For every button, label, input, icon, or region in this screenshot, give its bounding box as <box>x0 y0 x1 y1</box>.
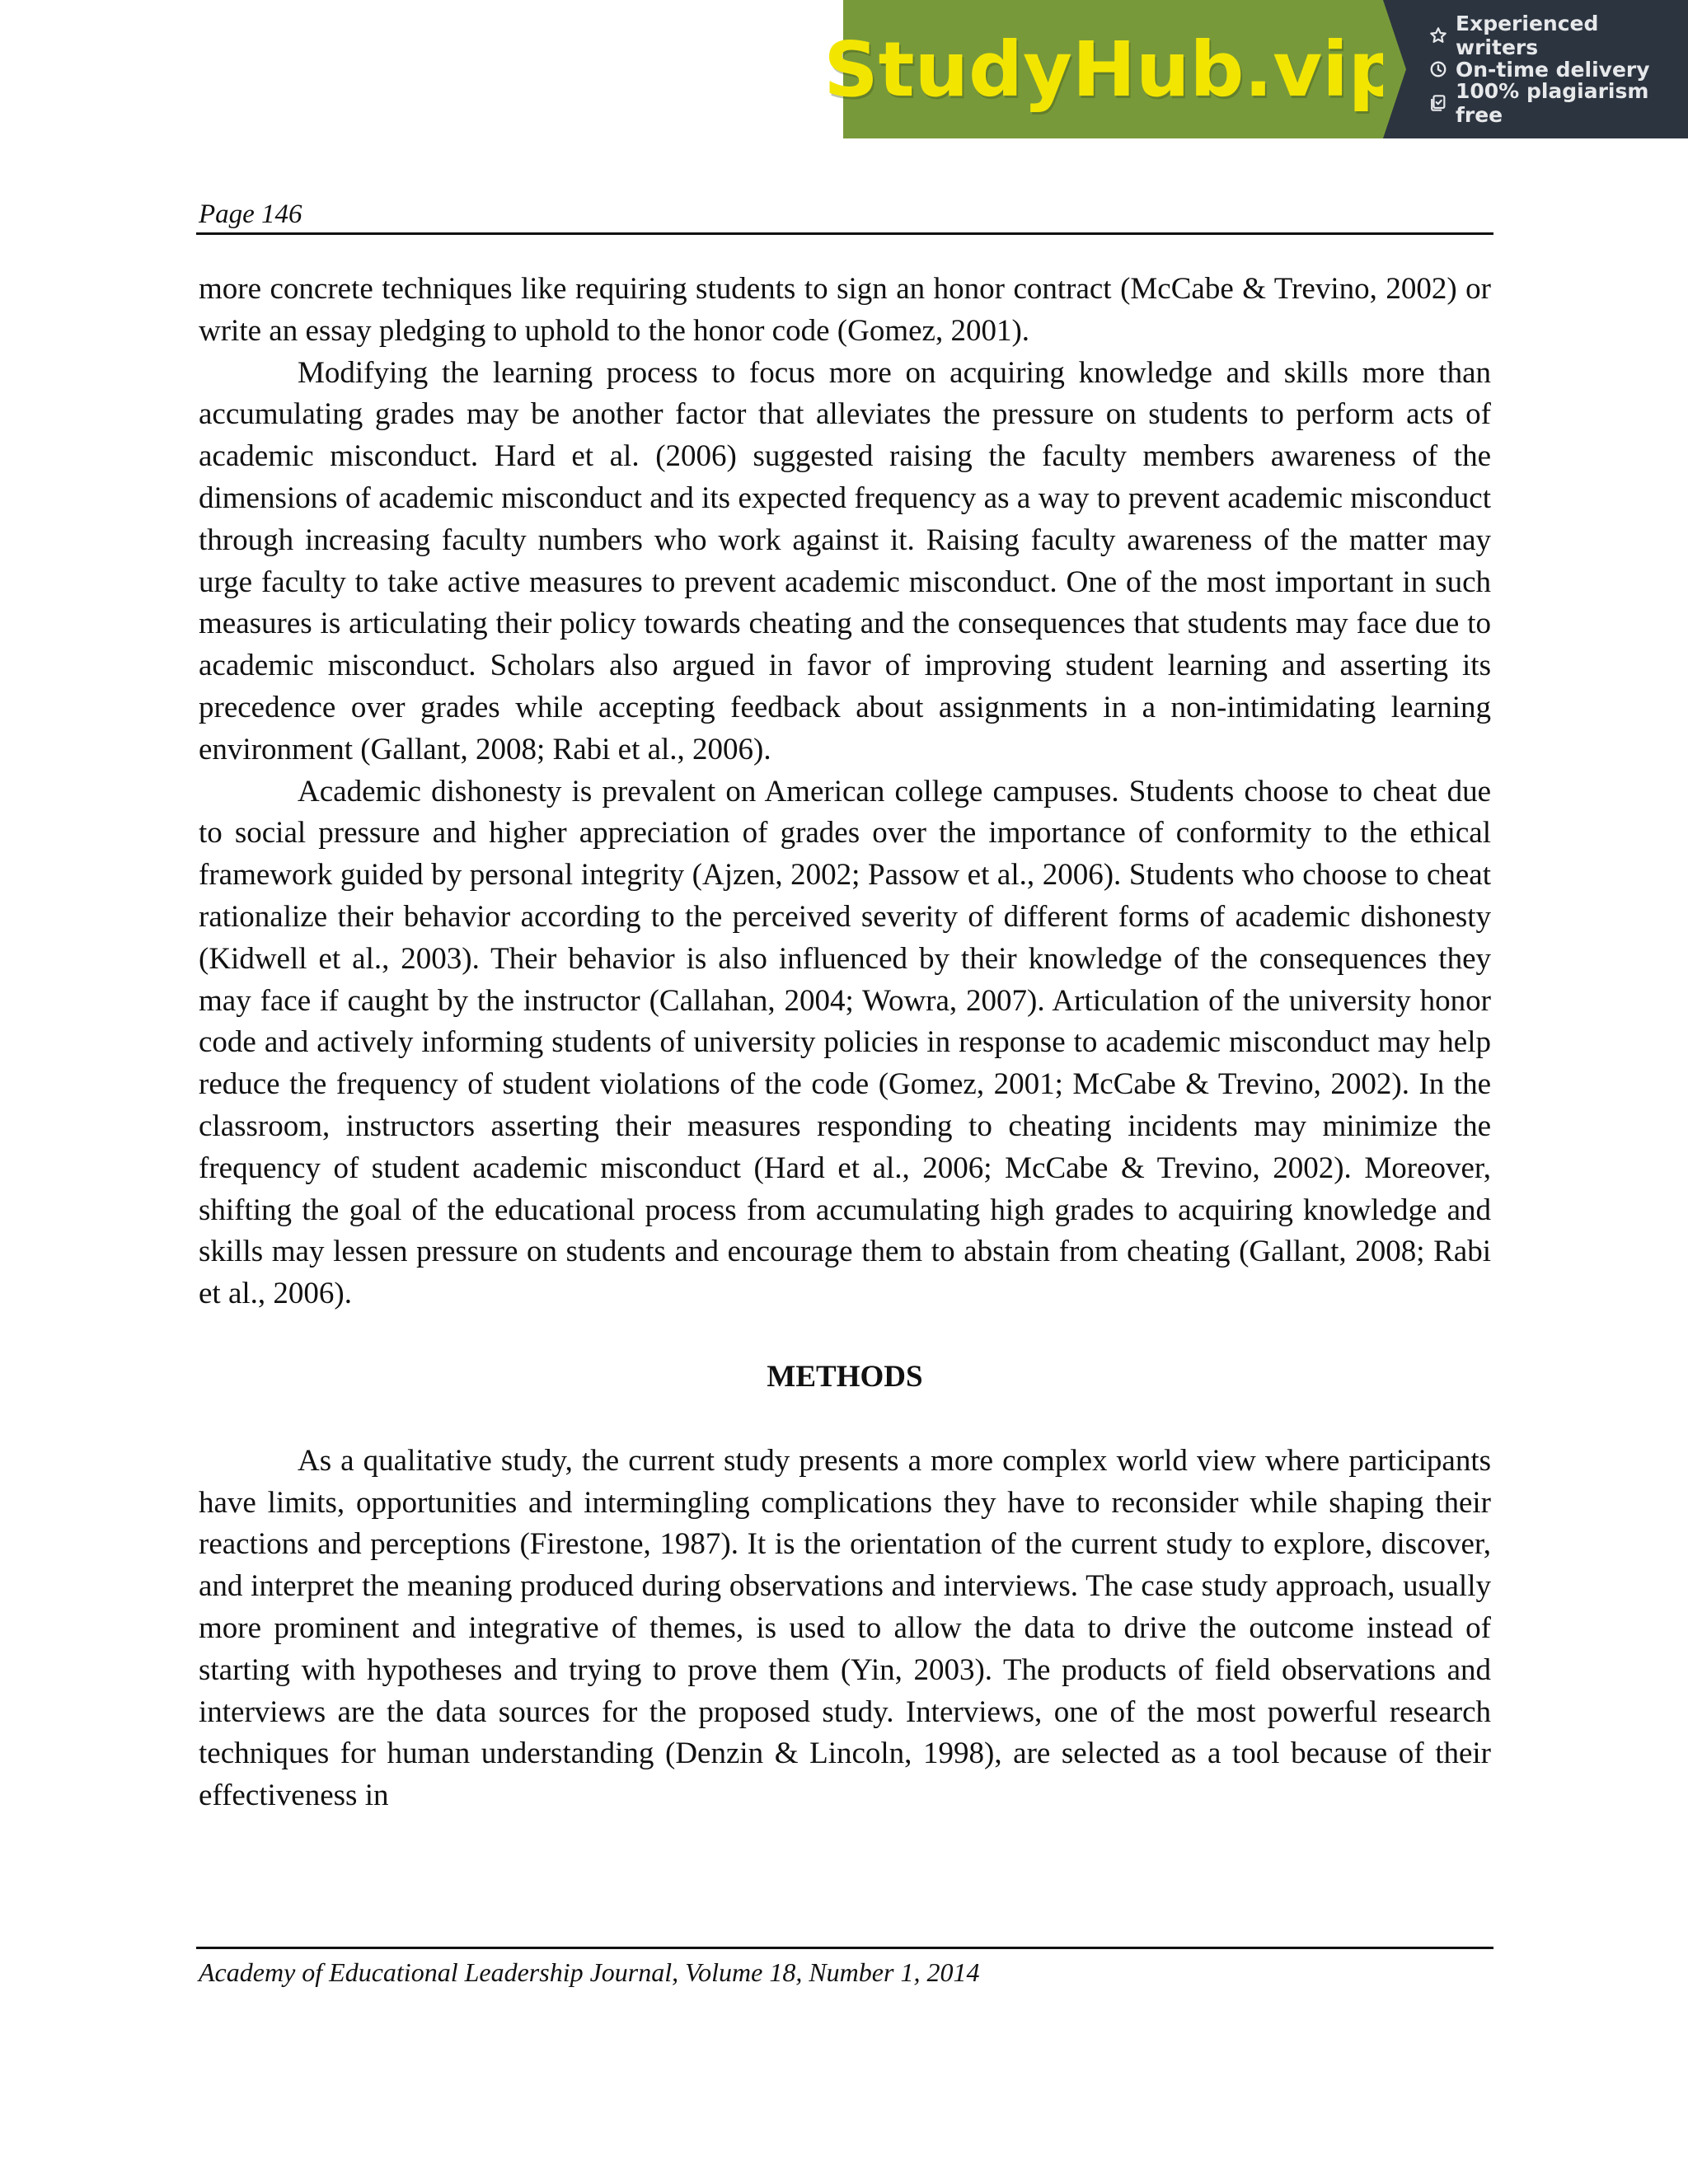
document-check-icon <box>1429 94 1447 112</box>
feature-label: On-time delivery <box>1456 57 1650 82</box>
logo-text: StudyHub.vip <box>823 25 1403 114</box>
star-icon <box>1429 26 1447 45</box>
feature-label: 100% plagiarism free <box>1456 79 1649 127</box>
studyhub-logo[interactable] <box>823 0 1403 138</box>
paragraph: Academic dishonesty is prevalent on American college campuses. Students choose to cheat due to social pressure and higher appreciation of grades over the importance of conformity to the ethical framework guided by personal integrity (Ajzen, 2002; Passow et al., 2006). Students who choose to cheat rationalize their behavior according to the perceived severity of different forms of academic dishonesty (Kidwell et al., 2003). Their behavior is also influenced by their knowledge of the consequences they may face if caught by the instructor (Callahan, 2004; Wowra, 2007). Articulation of the university honor code and actively informing students of university policies in response to academic misconduct may help reduce the frequency of student violations of the code (Gomez, 2001; McCabe & Trevino, 2002). In the classroom, instructors asserting their measures responding to cheating incidents may minimize the frequency of student academic misconduct (Hard et al., 2006; McCabe & Trevino, 2002). Moreover, shifting the goal of the educational process from accumulating high grades to acquiring knowledge and skills may lessen pressure on students and encourage them to abstain from cheating (Gallant, 2008; Rabi et al., 2006). <box>199 774 1491 1311</box>
feature-experienced-writers <box>1429 12 1688 59</box>
footer-rule <box>196 1947 1493 1949</box>
feature-on-time-delivery <box>1429 57 1688 82</box>
header-rule <box>196 232 1493 235</box>
journal-citation: Academy of Educational Leadership Journal, Volume 18, Number 1, 2014 <box>199 1957 980 1987</box>
paragraph: Modifying the learning process to focus more on acquiring knowledge and skills more than accumulating grades may be another factor that alleviates the pressure on students to perform acts of academic misconduct. Hard et al. (2006) suggested raising the faculty members awareness of the dimensions of academic misconduct and its expected frequency as a way to prevent academic misconduct through increasing faculty numbers who work against it. Raising faculty awareness of the matter may urge faculty to take active measures to prevent academic misconduct. One of the most important in such measures is articulating their policy towards cheating and the consequences that students may face due to academic misconduct. Scholars also argued in favor of improving student learning and asserting its precedence over grades while accepting feedback about assignments in a non-intimidating learning environment (Gallant, 2008; Rabi et al., 2006). <box>199 355 1491 766</box>
feature-label: Experienced writers <box>1456 12 1599 59</box>
feature-plagiarism-free <box>1429 79 1688 127</box>
page-number: Page 146 <box>199 199 302 229</box>
ad-banner[interactable] <box>823 0 1688 138</box>
banner-feature-list <box>1383 0 1688 138</box>
paragraph-continuation: more concrete techniques like requiring students to sign an honor contract (McCabe & Trevino, 2002) or write an essay pledging to uphold to the honor code (Gomez, 2001). <box>199 272 1491 348</box>
paragraph: As a qualitative study, the current study presents a more complex world view where participants have limits, opportunities and intermingling complications they have to reconsider while shaping their reactions and perceptions (Firestone, 1987). It is the orientation of the current study to explore, discover, and interpret the meaning produced during observations and interviews. The case study approach, usually more prominent and integrative of themes, is used to allow the data to drive the outcome instead of starting with hypotheses and trying to prove them (Yin, 2003). The products of field observations and interviews are the data sources for the proposed study. Interviews, one of the most powerful research techniques for human understanding (Denzin & Lincoln, 1998), are selected as a tool because of their effectiveness in <box>199 1443 1491 1813</box>
clock-icon <box>1429 60 1447 78</box>
section-heading-methods: METHODS <box>767 1359 923 1394</box>
article-body <box>199 269 1491 1817</box>
